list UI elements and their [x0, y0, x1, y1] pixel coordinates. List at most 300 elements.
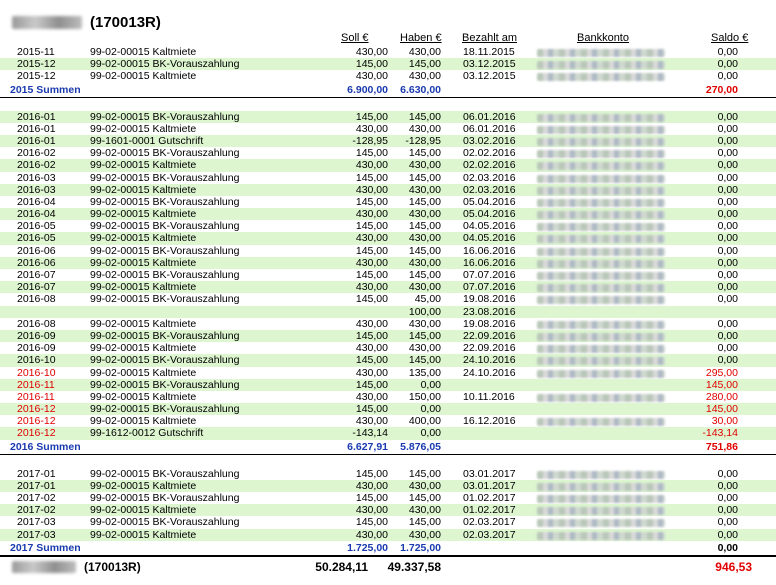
soll-cell: 145,00 — [355, 147, 388, 160]
paid-date-cell: 23.08.2016 — [463, 305, 516, 318]
grand-total-row — [0, 556, 776, 577]
haben-cell: 145,00 — [408, 269, 441, 281]
period-cell: 2016-07 — [17, 281, 56, 294]
redacted-bank-account — [537, 199, 665, 207]
redacted-bank-account — [537, 223, 665, 231]
paid-date-cell: 03.01.2017 — [463, 479, 516, 492]
table-row — [0, 379, 776, 391]
table-row — [0, 172, 776, 184]
period-cell: 2017-02 — [17, 492, 56, 504]
total-haben: 49.337,58 — [387, 560, 441, 574]
soll-cell: 145,00 — [355, 269, 388, 281]
year-summary-row — [0, 440, 776, 455]
description-cell: 99-02-00015 BK-Vorauszahlung — [90, 147, 240, 160]
saldo-cell: 0,00 — [717, 329, 738, 342]
soll-cell: 145,00 — [355, 378, 388, 391]
haben-cell: 430,00 — [408, 208, 441, 221]
period-cell: 2016-04 — [17, 195, 56, 208]
section-spacer — [0, 98, 776, 111]
saldo-cell: 0,00 — [717, 58, 738, 71]
description-cell: 99-02-00015 BK-Vorauszahlung — [90, 195, 240, 208]
saldo-cell: 0,00 — [717, 504, 738, 517]
paid-date-cell: 18.11.2015 — [463, 46, 515, 58]
period-cell: 2016-11 — [17, 378, 55, 391]
paid-date-cell: 07.07.2016 — [463, 269, 516, 281]
table-row — [0, 135, 776, 147]
paid-date-cell: 16.06.2016 — [463, 256, 516, 269]
description-cell: 99-02-00015 BK-Vorauszahlung — [90, 403, 240, 416]
description-cell: 99-02-00015 Kaltmiete — [90, 342, 197, 355]
table-row — [0, 415, 776, 427]
haben-cell: 145,00 — [408, 467, 441, 480]
soll-cell: 430,00 — [355, 342, 388, 355]
table-row — [0, 70, 776, 82]
redacted-bank-account — [537, 73, 665, 81]
haben-cell: 430,00 — [408, 342, 441, 355]
haben-cell: 430,00 — [408, 281, 441, 294]
description-cell: 99-1601-0001 Gutschrift — [90, 134, 204, 147]
soll-cell: 430,00 — [355, 390, 388, 403]
period-cell: 2016-08 — [17, 293, 56, 306]
soll-cell: 145,00 — [355, 220, 388, 233]
col-haben: Haben € — [400, 32, 442, 44]
total-code: (170013R) — [84, 560, 141, 574]
paid-date-cell: 16.12.2016 — [463, 415, 516, 428]
period-cell: 2016-02 — [17, 159, 56, 172]
haben-cell: 430,00 — [408, 159, 441, 172]
soll-cell: 430,00 — [355, 479, 388, 492]
saldo-cell: 0,00 — [717, 293, 738, 306]
redacted-bank-account — [537, 483, 665, 491]
description-cell: 99-02-00015 BK-Vorauszahlung — [90, 171, 240, 184]
table-row — [0, 159, 776, 171]
table-row — [0, 354, 776, 366]
soll-cell: 430,00 — [355, 232, 388, 245]
saldo-cell: 0,00 — [717, 354, 738, 367]
table-row — [0, 269, 776, 281]
redacted-bank-account — [537, 126, 665, 134]
table-row — [0, 342, 776, 354]
haben-cell: 430,00 — [408, 528, 441, 541]
haben-cell: 145,00 — [408, 329, 441, 342]
saldo-cell: 0,00 — [717, 183, 738, 196]
soll-cell: 430,00 — [355, 159, 388, 172]
redacted-bank-account — [537, 345, 665, 353]
description-cell: 99-02-00015 BK-Vorauszahlung — [90, 220, 240, 233]
total-saldo: 946,53 — [715, 560, 752, 574]
table-row — [0, 318, 776, 330]
soll-cell: -143,14 — [352, 427, 388, 440]
paid-date-cell: 04.05.2016 — [463, 232, 516, 245]
summary-haben: 1.725,00 — [400, 541, 441, 554]
redacted-bank-account — [537, 333, 665, 341]
period-cell: 2017-01 — [17, 467, 56, 480]
paid-date-cell: 03.02.2016 — [463, 134, 516, 147]
haben-cell: 45,00 — [414, 293, 441, 306]
table-row — [0, 208, 776, 220]
paid-date-cell: 10.11.2016 — [463, 390, 515, 403]
redacted-bank-account — [537, 507, 665, 515]
description-cell: 99-02-00015 Kaltmiete — [90, 232, 197, 245]
soll-cell: 430,00 — [355, 504, 388, 517]
col-soll: Soll € — [341, 32, 369, 44]
soll-cell: 145,00 — [355, 329, 388, 342]
table-row — [0, 480, 776, 492]
table-row — [0, 468, 776, 480]
haben-cell: 145,00 — [408, 171, 441, 184]
period-cell: 2017-03 — [17, 528, 56, 541]
paid-date-cell: 02.02.2016 — [463, 159, 516, 172]
paid-date-cell: 02.03.2017 — [463, 528, 516, 541]
summary-saldo: 0,00 — [717, 541, 738, 554]
summary-saldo: 270,00 — [705, 83, 738, 96]
redacted-bank-account — [537, 471, 665, 479]
haben-cell: 430,00 — [408, 46, 441, 58]
period-cell: 2016-01 — [17, 110, 56, 123]
haben-cell: 0,00 — [420, 403, 441, 416]
summary-haben: 5.876,05 — [400, 440, 441, 453]
description-cell: 99-02-00015 Kaltmiete — [90, 122, 197, 135]
paid-date-cell: 06.01.2016 — [463, 122, 516, 135]
paid-date-cell: 02.03.2017 — [463, 516, 516, 529]
haben-cell: 100,00 — [408, 305, 441, 318]
period-cell: 2017-01 — [17, 479, 56, 492]
saldo-cell: 0,00 — [717, 492, 738, 504]
description-cell: 99-02-00015 BK-Vorauszahlung — [90, 244, 240, 257]
saldo-cell: 30,00 — [711, 415, 738, 428]
haben-cell: 0,00 — [420, 427, 441, 440]
summary-soll: 1.725,00 — [347, 541, 388, 554]
period-cell: 2016-10 — [17, 354, 56, 367]
redacted-bank-account — [537, 162, 665, 170]
haben-cell: 150,00 — [408, 390, 441, 403]
haben-cell: 0,00 — [420, 378, 441, 391]
redacted-bank-account — [537, 211, 665, 219]
table-row — [0, 257, 776, 269]
paid-date-cell: 24.10.2016 — [463, 366, 516, 379]
period-cell: 2016-05 — [17, 220, 56, 233]
paid-date-cell: 03.12.2015 — [463, 58, 516, 71]
redacted-bank-account — [537, 175, 665, 183]
description-cell: 99-02-00015 BK-Vorauszahlung — [90, 467, 240, 480]
period-cell: 2016-12 — [17, 403, 56, 416]
description-cell: 99-02-00015 BK-Vorauszahlung — [90, 58, 240, 71]
table-row — [0, 367, 776, 379]
summary-saldo: 751,86 — [705, 440, 738, 453]
summary-soll: 6.900,00 — [347, 83, 388, 96]
saldo-cell: 295,00 — [705, 366, 738, 379]
paid-date-cell: 03.12.2015 — [463, 70, 516, 83]
description-cell: 99-02-00015 Kaltmiete — [90, 504, 197, 517]
summary-label: 2017 Summen — [10, 541, 81, 554]
paid-date-cell: 22.09.2016 — [463, 329, 516, 342]
soll-cell: 145,00 — [355, 195, 388, 208]
table-row — [0, 293, 776, 305]
redacted-bank-account — [537, 321, 665, 329]
table-row — [0, 391, 776, 403]
account-title — [12, 10, 161, 34]
paid-date-cell: 04.05.2016 — [463, 220, 516, 233]
redacted-name — [12, 16, 82, 29]
soll-cell: -128,95 — [352, 134, 388, 147]
soll-cell: 430,00 — [355, 281, 388, 294]
redacted-bank-account — [537, 187, 665, 195]
description-cell: 99-02-00015 BK-Vorauszahlung — [90, 354, 240, 367]
summary-haben: 6.630,00 — [400, 83, 441, 96]
table-row — [0, 46, 776, 58]
period-cell: 2016-08 — [17, 317, 56, 330]
haben-cell: 145,00 — [408, 195, 441, 208]
saldo-cell: 145,00 — [705, 378, 738, 391]
description-cell: 99-1612-0012 Gutschrift — [90, 427, 204, 440]
redacted-bank-account — [537, 272, 665, 280]
haben-cell: 145,00 — [408, 244, 441, 257]
haben-cell: 430,00 — [408, 70, 441, 83]
total-soll: 50.284,11 — [315, 560, 368, 574]
saldo-cell: -143,14 — [702, 427, 738, 440]
soll-cell: 145,00 — [355, 244, 388, 257]
description-cell: 99-02-00015 Kaltmiete — [90, 528, 197, 541]
paid-date-cell: 05.04.2016 — [463, 208, 516, 221]
description-cell: 99-02-00015 Kaltmiete — [90, 256, 197, 269]
soll-cell: 430,00 — [355, 208, 388, 221]
table-row — [0, 123, 776, 135]
redacted-bank-account — [537, 61, 665, 69]
paid-date-cell: 01.02.2017 — [463, 492, 516, 504]
haben-cell: 145,00 — [408, 516, 441, 529]
description-cell: 99-02-00015 Kaltmiete — [90, 317, 197, 330]
haben-cell: 430,00 — [408, 317, 441, 330]
soll-cell: 145,00 — [355, 492, 388, 504]
paid-date-cell: 05.04.2016 — [463, 195, 516, 208]
saldo-cell: 0,00 — [717, 147, 738, 160]
saldo-cell: 0,00 — [717, 232, 738, 245]
period-cell: 2016-06 — [17, 256, 56, 269]
paid-date-cell: 03.01.2017 — [463, 467, 516, 480]
section-spacer — [0, 455, 776, 468]
soll-cell: 430,00 — [355, 183, 388, 196]
table-row — [0, 529, 776, 541]
table-row — [0, 220, 776, 232]
table-row — [0, 306, 776, 318]
table-row — [0, 245, 776, 257]
table-row — [0, 196, 776, 208]
period-cell: 2016-12 — [17, 427, 56, 440]
redacted-bank-account — [537, 519, 665, 527]
saldo-cell: 0,00 — [717, 244, 738, 257]
redacted-bank-account — [537, 418, 665, 426]
table-row — [0, 330, 776, 342]
year-summary-row — [0, 541, 776, 556]
haben-cell: -128,95 — [405, 134, 441, 147]
soll-cell: 430,00 — [355, 70, 388, 83]
table-row — [0, 147, 776, 159]
saldo-cell: 0,00 — [717, 479, 738, 492]
paid-date-cell: 22.09.2016 — [463, 342, 516, 355]
paid-date-cell: 01.02.2017 — [463, 504, 516, 517]
saldo-cell: 0,00 — [717, 269, 738, 281]
paid-date-cell: 19.08.2016 — [463, 293, 516, 306]
period-cell: 2016-01 — [17, 122, 56, 135]
redacted-bank-account — [537, 260, 665, 268]
table-row — [0, 403, 776, 415]
summary-label: 2016 Summen — [10, 440, 81, 453]
col-bankkonto: Bankkonto — [577, 32, 629, 44]
description-cell: 99-02-00015 Kaltmiete — [90, 183, 197, 196]
saldo-cell: 0,00 — [717, 528, 738, 541]
period-cell: 2015-12 — [17, 58, 56, 71]
saldo-cell: 0,00 — [717, 208, 738, 221]
col-bezahlt: Bezahlt am — [462, 32, 518, 44]
saldo-cell: 0,00 — [717, 256, 738, 269]
haben-cell: 430,00 — [408, 232, 441, 245]
redacted-bank-account — [537, 394, 665, 402]
redacted-bank-account — [537, 495, 665, 503]
redacted-bank-account — [537, 357, 665, 365]
haben-cell: 430,00 — [408, 504, 441, 517]
description-cell: 99-02-00015 Kaltmiete — [90, 208, 197, 221]
summary-label: 2015 Summen — [10, 83, 81, 96]
redacted-bank-account — [537, 248, 665, 256]
description-cell: 99-02-00015 BK-Vorauszahlung — [90, 516, 240, 529]
period-cell: 2016-05 — [17, 232, 56, 245]
haben-cell: 145,00 — [408, 492, 441, 504]
table-row — [0, 232, 776, 244]
period-cell: 2017-02 — [17, 504, 56, 517]
haben-cell: 400,00 — [408, 415, 441, 428]
saldo-cell: 145,00 — [705, 403, 738, 416]
account-code: (170013R) — [90, 13, 161, 31]
table-row — [0, 58, 776, 70]
redacted-bank-account — [537, 138, 665, 146]
soll-cell: 145,00 — [355, 110, 388, 123]
description-cell: 99-02-00015 Kaltmiete — [90, 366, 197, 379]
haben-cell: 145,00 — [408, 147, 441, 160]
period-cell: 2016-03 — [17, 171, 56, 184]
table-row — [0, 504, 776, 516]
year-summary-row — [0, 83, 776, 98]
saldo-cell: 0,00 — [717, 122, 738, 135]
ledger-table — [0, 46, 776, 556]
soll-cell: 145,00 — [355, 354, 388, 367]
soll-cell: 430,00 — [355, 46, 388, 58]
table-row — [0, 516, 776, 528]
paid-date-cell: 02.03.2016 — [463, 171, 516, 184]
paid-date-cell: 16.06.2016 — [463, 244, 516, 257]
description-cell: 99-02-00015 BK-Vorauszahlung — [90, 269, 240, 281]
saldo-cell: 0,00 — [717, 516, 738, 529]
haben-cell: 135,00 — [408, 366, 441, 379]
soll-cell: 145,00 — [355, 516, 388, 529]
period-cell: 2016-07 — [17, 269, 56, 281]
description-cell: 99-02-00015 Kaltmiete — [90, 479, 197, 492]
period-cell: 2016-01 — [17, 134, 56, 147]
paid-date-cell: 19.08.2016 — [463, 317, 516, 330]
redacted-bank-account — [537, 150, 665, 158]
description-cell: 99-02-00015 Kaltmiete — [90, 159, 197, 172]
redacted-bank-account — [537, 114, 665, 122]
saldo-cell: 0,00 — [717, 70, 738, 83]
paid-date-cell: 07.07.2016 — [463, 281, 516, 294]
saldo-cell: 0,00 — [717, 342, 738, 355]
paid-date-cell: 24.10.2016 — [463, 354, 516, 367]
soll-cell: 145,00 — [355, 467, 388, 480]
period-cell: 2016-10 — [17, 366, 56, 379]
description-cell: 99-02-00015 BK-Vorauszahlung — [90, 492, 240, 504]
soll-cell: 145,00 — [355, 293, 388, 306]
description-cell: 99-02-00015 BK-Vorauszahlung — [90, 378, 240, 391]
description-cell: 99-02-00015 Kaltmiete — [90, 415, 197, 428]
paid-date-cell: 06.01.2016 — [463, 110, 516, 123]
haben-cell: 145,00 — [408, 354, 441, 367]
period-cell: 2015-11 — [17, 46, 55, 58]
table-row — [0, 281, 776, 293]
soll-cell: 430,00 — [355, 317, 388, 330]
redacted-bank-account — [537, 296, 665, 304]
saldo-cell: 0,00 — [717, 171, 738, 184]
soll-cell: 430,00 — [355, 366, 388, 379]
haben-cell: 145,00 — [408, 220, 441, 233]
haben-cell: 430,00 — [408, 183, 441, 196]
description-cell: 99-02-00015 Kaltmiete — [90, 281, 197, 294]
saldo-cell: 0,00 — [717, 281, 738, 294]
description-cell: 99-02-00015 BK-Vorauszahlung — [90, 110, 240, 123]
redacted-bank-account — [537, 370, 665, 378]
table-row — [0, 427, 776, 439]
haben-cell: 145,00 — [408, 58, 441, 71]
saldo-cell: 280,00 — [705, 390, 738, 403]
saldo-cell: 0,00 — [717, 467, 738, 480]
period-cell: 2015-12 — [17, 70, 56, 83]
description-cell: 99-02-00015 Kaltmiete — [90, 46, 197, 58]
description-cell: 99-02-00015 Kaltmiete — [90, 70, 197, 83]
paid-date-cell: 02.03.2016 — [463, 183, 516, 196]
period-cell: 2016-03 — [17, 183, 56, 196]
soll-cell: 430,00 — [355, 415, 388, 428]
summary-soll: 6.627,91 — [347, 440, 388, 453]
saldo-cell: 0,00 — [717, 195, 738, 208]
soll-cell: 430,00 — [355, 528, 388, 541]
period-cell: 2016-09 — [17, 342, 56, 355]
saldo-cell: 0,00 — [717, 220, 738, 233]
soll-cell: 145,00 — [355, 171, 388, 184]
saldo-cell: 0,00 — [717, 317, 738, 330]
saldo-cell: 0,00 — [717, 46, 738, 58]
description-cell: 99-02-00015 Kaltmiete — [90, 390, 197, 403]
period-cell: 2016-04 — [17, 208, 56, 221]
saldo-cell: 0,00 — [717, 134, 738, 147]
soll-cell: 145,00 — [355, 403, 388, 416]
haben-cell: 430,00 — [408, 256, 441, 269]
period-cell: 2016-11 — [17, 390, 55, 403]
soll-cell: 430,00 — [355, 256, 388, 269]
period-cell: 2016-06 — [17, 244, 56, 257]
soll-cell: 430,00 — [355, 122, 388, 135]
description-cell: 99-02-00015 BK-Vorauszahlung — [90, 293, 240, 306]
redacted-bank-account — [537, 235, 665, 243]
table-row — [0, 111, 776, 123]
haben-cell: 145,00 — [408, 110, 441, 123]
table-row — [0, 492, 776, 504]
redacted-bank-account — [537, 532, 665, 540]
soll-cell: 145,00 — [355, 58, 388, 71]
table-row — [0, 184, 776, 196]
col-saldo: Saldo € — [711, 32, 749, 44]
description-cell: 99-02-00015 BK-Vorauszahlung — [90, 329, 240, 342]
haben-cell: 430,00 — [408, 479, 441, 492]
saldo-cell: 0,00 — [717, 110, 738, 123]
paid-date-cell: 02.02.2016 — [463, 147, 516, 160]
